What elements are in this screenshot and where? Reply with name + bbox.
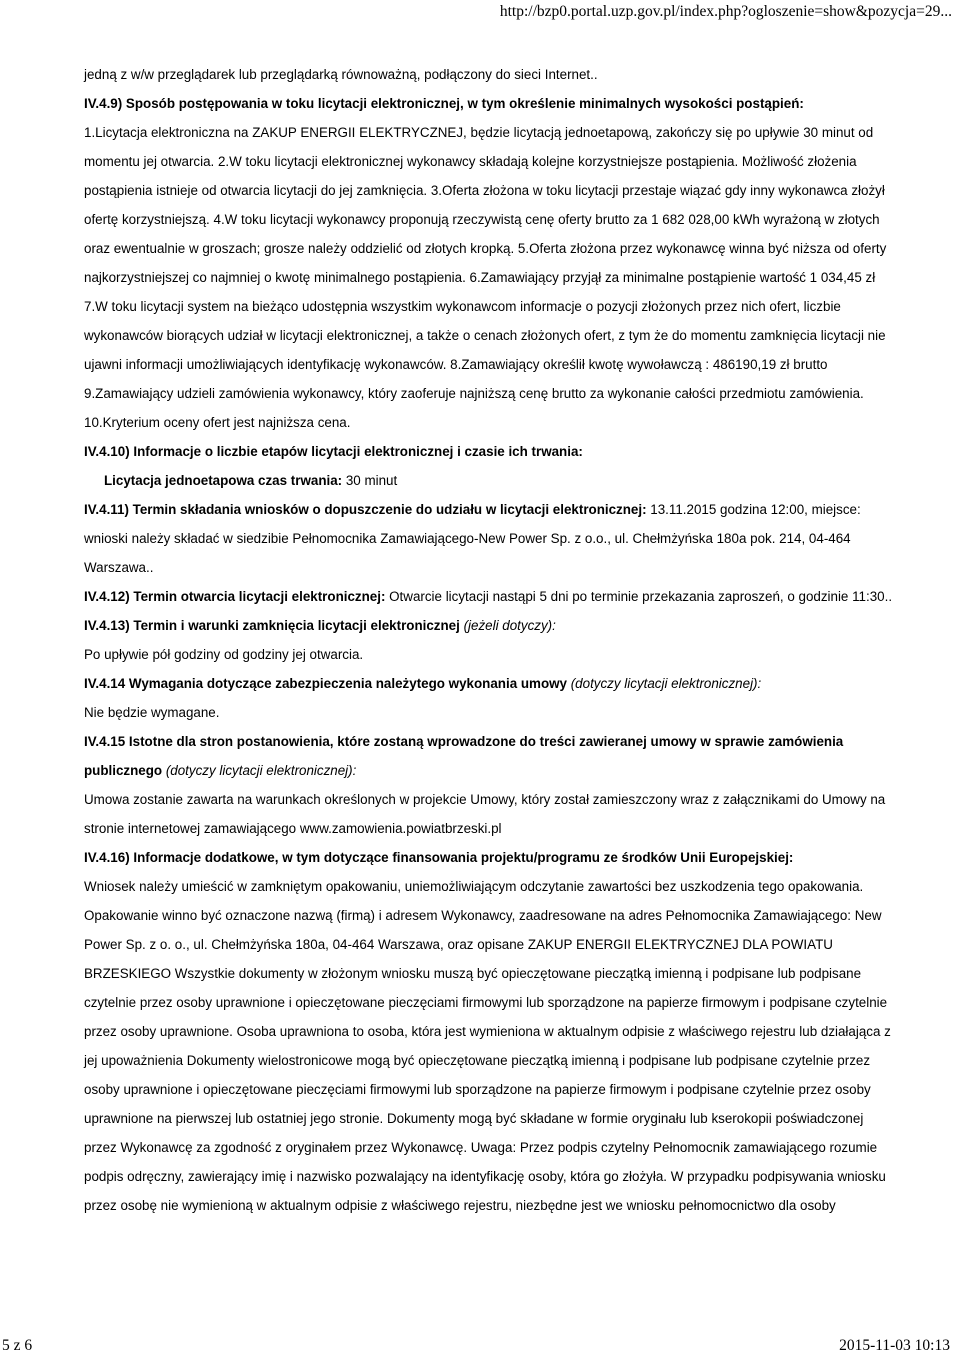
section-heading-iv-4-14: IV.4.14 Wymagania dotyczące zabezpieczenia należytego wykonania umowy: [84, 676, 567, 691]
section-note-iv-4-13: (jeżeli dotyczy):: [459, 618, 556, 633]
section-heading-iv-4-13: IV.4.13) Termin i warunki zamknięcia licytacji elektronicznej: [84, 618, 460, 633]
paragraph-stages: [84, 466, 896, 495]
section-note-iv-4-14: (dotyczy licytacji elektronicznej):: [567, 676, 762, 691]
paragraph-iv-4-14: [84, 669, 896, 698]
deadline-text: 13.11.2015 godzina 12:00, miejsce: wnioski należy składać w siedzibie Pełnomocnika Zamawiającego-New Power Sp. z o.o., ul. Chełmżyńska 180a pok. 214, 04-464 Warszawa..: [84, 502, 861, 575]
page-footer: [0, 1336, 960, 1356]
print-datetime: 2015-11-03 10:13: [839, 1337, 950, 1354]
paragraph-security-answer: Nie będzie wymagane.: [84, 705, 220, 720]
paragraph-browser: jedną z w/w przeglądarek lub przeglądarką równoważną, podłączony do sieci Internet..: [84, 67, 598, 82]
section-heading-iv-4-11: IV.4.11) Termin składania wniosków o dopuszczenie do udziału w licytacji elektronicznej:: [84, 502, 647, 517]
section-heading-iv-4-16: IV.4.16) Informacje dodatkowe, w tym dotyczące finansowania projektu/programu ze środków Unii Europejskiej:: [84, 850, 794, 865]
paragraph-auction-rules: 1.Licytacja elektroniczna na ZAKUP ENERGII ELEKTRYCZNEJ, będzie licytacją jednoetapową, zakończy się po upływie 30 minut od momentu jej otwarcia. 2.W toku licytacji elektronicznej wykonawcy składają kolejne korzystniejsze postąpienia. Możliwość złożenia postąpienia istnieje od otwarcia licytacji do jej zamknięcia. 3.Oferta złożona w toku licytacji przestaje wiązać gdy inny wykonawca złożył ofertę korzystniejszą. 4.W toku licytacji wykonawcy proponują rzeczywistą cenę oferty brutto za 1 682 028,00 kWh wyrażoną w złotych oraz ewentualnie w groszach; grosze należy oddzielić od złotych kropką. 5.Oferta złożona przez wykonawcę winna być niższa od oferty najkorzystniejszej co najmniej o kwotę minimalnego postąpienia. 6.Zamawiający przyjął za minimalne postąpienie wartość 1 034,45 zł 7.W toku licytacji system na bieżąco udostępnia wszystkim wykonawcom informacje o pozycji złożonych przez nich ofert, liczbie wykonawców biorących udział w licytacji elektronicznej, a także o cenach złożonych ofert, z tym że do momentu zamknięcia licytacji nie ujawni informacji umożliwiających identyfikację wykonawców. 8.Zamawiający określił kwotę wywoławczą : 486190,19 zł brutto 9.Zamawiający udzieli zamówienia wykonawcy, który zaoferuje najniższą cenę brutto za wykonanie całości przedmiotu zamówienia. 10.Kryterium oceny ofert jest najniższa cena.: [84, 125, 887, 430]
paragraph-iv-4-11: [84, 495, 896, 582]
stages-label: Licytacja jednoetapowa czas trwania:: [104, 473, 343, 488]
section-heading-iv-4-15: IV.4.15 Istotne dla stron postanowienia, które zostaną wprowadzone do treści zawieranej umowy w sprawie zamówienia publicznego: [84, 734, 844, 778]
section-note-iv-4-15: (dotyczy licytacji elektronicznej):: [162, 763, 357, 778]
page-url: http://bzp0.portal.uzp.gov.pl/index.php?ogloszenie=show&pozycja=29...: [499, 3, 952, 20]
page-number: 5 z 6: [2, 1337, 33, 1354]
stages-value: 30 minut: [342, 473, 398, 488]
section-heading-iv-4-10: IV.4.10) Informacje o liczbie etapów licytacji elektronicznej i czasie ich trwania:: [84, 444, 583, 459]
paragraph-additional-info: Wniosek należy umieścić w zamkniętym opakowaniu, uniemożliwiającym odczytanie zawartości bez uszkodzenia tego opakowania. Opakowanie winno być oznaczone nazwą (firmą) i adresem Wykonawcy, zaadresowane na adres Pełnomocnika Zamawiającego: New Power Sp. z o. o., ul. Chełmżyńska 180a, 04-464 Warszawa, oraz opisane ZAKUP ENERGII ELEKTRYCZNEJ DLA POWIATU BRZESKIEGO Wszystkie dokumenty w złożonym wniosku muszą być opieczętowane pieczątką imienną i podpisane lub podpisane czytelnie przez osoby uprawnione i opieczętowane pieczęciami firmowymi lub sporządzone na papierze firmowym i podpisane czytelnie przez osoby uprawnione. Osoba uprawniona to osoba, która jest wymieniona w aktualnym odpisie z właściwego rejestru lub działająca z jej upoważnienia Dokumenty wielostronicowe mogą być opieczętowane pieczątką imienną i podpisane lub podpisane czytelnie przez osoby uprawnione i opieczętowane pieczęciami firmowymi lub sporządzone na papierze firmowym i podpisane czytelnie przez osoby uprawnione na pierwszej lub ostatniej jego stronie. Dokumenty mogą być składane w formie oryginału lub kserokopii poświadczonej przez Wykonawcę za zgodność z oryginałem przez Wykonawcę. Uwaga: Przez podpis czytelny Pełnomocnik zamawiającego rozumie podpis odręczny, zawierający imię i nazwisko pozwalający na identyfikację osoby, która go złożyła. W przypadku podpisywania wniosku przez osobę nie wymienioną w aktualnym odpisie z właściwego rejestru, niezbędne jest we wniosku pełnomocnictwo dla osoby: [84, 879, 891, 1213]
paragraph-contract-terms: Umowa zostanie zawarta na warunkach określonych w projekcie Umowy, który został zamieszczony wraz z załącznikami do Umowy na stronie internetowej zamawiającego www.zamowienia.powiatbrzeski.pl: [84, 792, 886, 836]
paragraph-iv-4-15: [84, 727, 896, 785]
section-heading-iv-4-9: IV.4.9) Sposób postępowania w toku licytacji elektronicznej, w tym określenie minimalnych wysokości postąpień:: [84, 96, 804, 111]
paragraph-iv-4-12: [84, 582, 896, 611]
paragraph-iv-4-13: [84, 611, 896, 640]
document-body: [84, 60, 896, 1220]
opening-text: Otwarcie licytacji nastąpi 5 dni po terminie przekazania zaproszeń, o godzinie 11:30..: [385, 589, 893, 604]
section-heading-iv-4-12: IV.4.12) Termin otwarcia licytacji elektronicznej:: [84, 589, 386, 604]
paragraph-closing-conditions: Po upływie pół godziny od godziny jej otwarcia.: [84, 647, 364, 662]
